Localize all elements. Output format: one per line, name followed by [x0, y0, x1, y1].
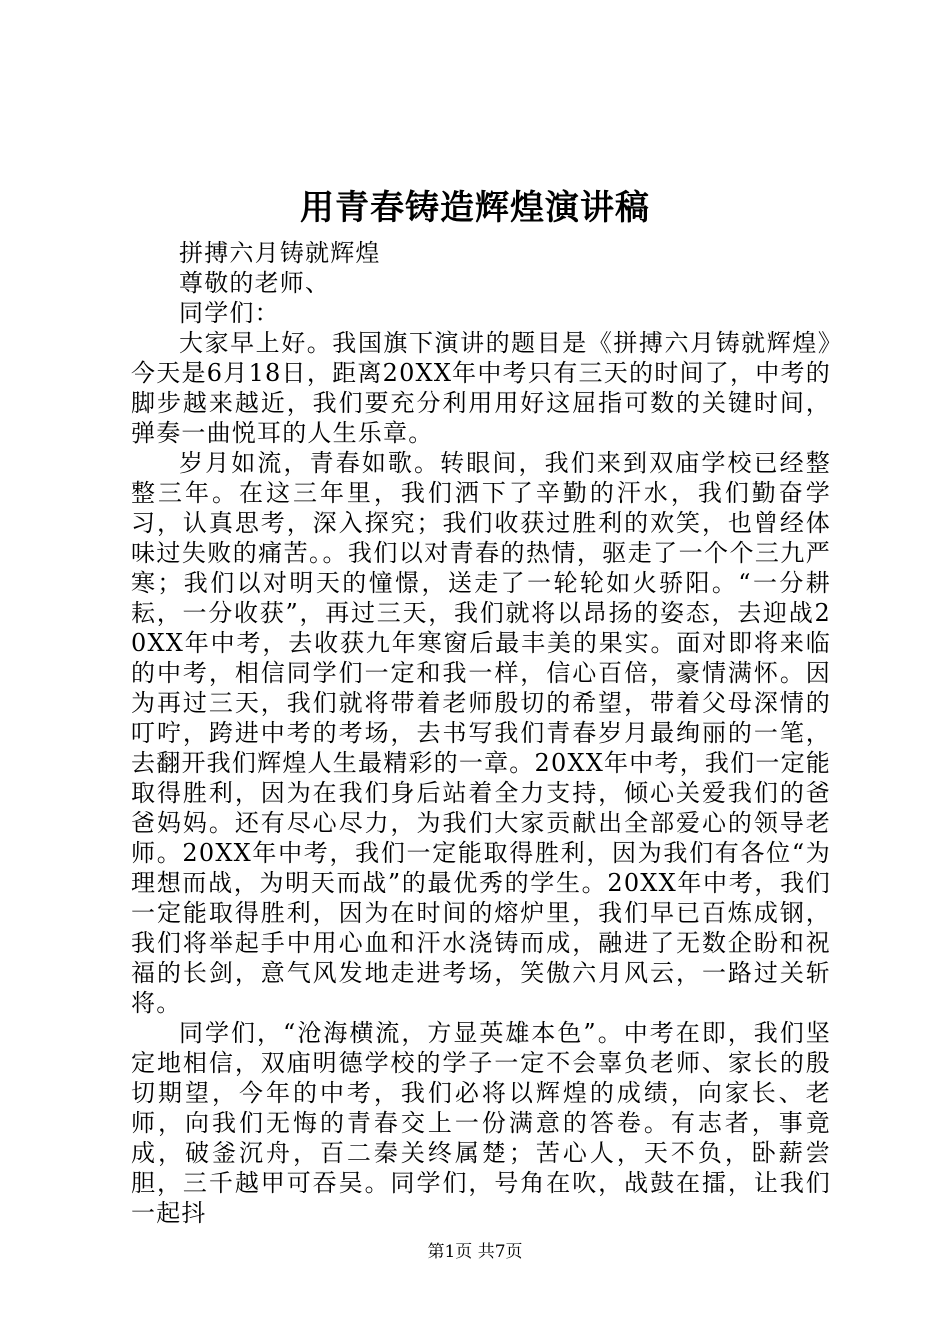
body-paragraph-2: 岁月如流，青春如歌。转眼间，我们来到双庙学校已经整整三年。在这三年里，我们洒下了辛勤的汗水，我们勤奋学习，认真思考，深入探究；我们收获过胜利的欢笑，也曾经体味过失败的痛苦。。我们以对青春的热情，驱走了一个个三九严寒；我们以对明天的憧憬，送走了一轮轮如火骄阳。“一分耕耘，一分收获”，再过三天，我们就将以昂扬的姿态，去迎战20XX年中考，去收获九年寒窗后最丰美的果实。面对即将来临的中考，相信同学们一定和我一样，信心百倍，豪情满怀。因为再过三天，我们就将带着老师殷切的希望，带着父母深情的叮咛，跨进中考的考场，去书写我们青春岁月最绚丽的一笔，去翻开我们辉煌人生最精彩的一章。20XX年中考，我们一定能取得胜利，因为在我们身后站着全力支持，倾心关爱我们的爸爸妈妈。还有尽心尽力，为我们大家贡献出全部爱心的领导老师。20XX年中考，我们一定能取得胜利，因为我们有各位“为理想而战，为明天而战”的最优秀的学生。20XX年中考，我们一定能取得胜利，因为在时间的熔炉里，我们早已百炼成钢，我们将举起手中用心血和汗水浇铸而成，融进了无数企盼和祝福的长剑，意气风发地走进考场，笑傲六月风云，一路过关斩将。 [131, 449, 831, 1017]
document-title: 用青春铸造辉煌演讲稿 [300, 188, 650, 228]
speech-subtitle: 拼搏六月铸就辉煌 [179, 239, 381, 267]
salutation-line-2: 同学们： [179, 299, 280, 327]
document-body [131, 238, 831, 1228]
body-paragraph-1: 大家早上好。我国旗下演讲的题目是《拼搏六月铸就辉煌》今天是6月18日，距离20XX年中考只有三天的时间了，中考的脚步越来越近，我们要充分利用用好这屈指可数的关键时间，弹奏一曲悦耳的人生乐章。 [131, 329, 831, 447]
body-paragraph-3: 同学们，“沧海横流，方显英雄本色”。中考在即，我们坚定地相信，双庙明德学校的学子一定不会辜负老师、家长的殷切期望，今年的中考，我们必将以辉煌的成绩，向家长、老师，向我们无悔的青春交上一份满意的答卷。有志者，事竟成，破釜沉舟，百二秦关终属楚；苦心人，天不负，卧薪尝胆，三千越甲可吞吴。同学们，号角在吹，战鼓在擂，让我们一起抖 [131, 1019, 831, 1227]
page-footer: 第1页 共7页 [427, 1242, 523, 1262]
salutation-line-1: 尊敬的老师、 [179, 269, 331, 297]
